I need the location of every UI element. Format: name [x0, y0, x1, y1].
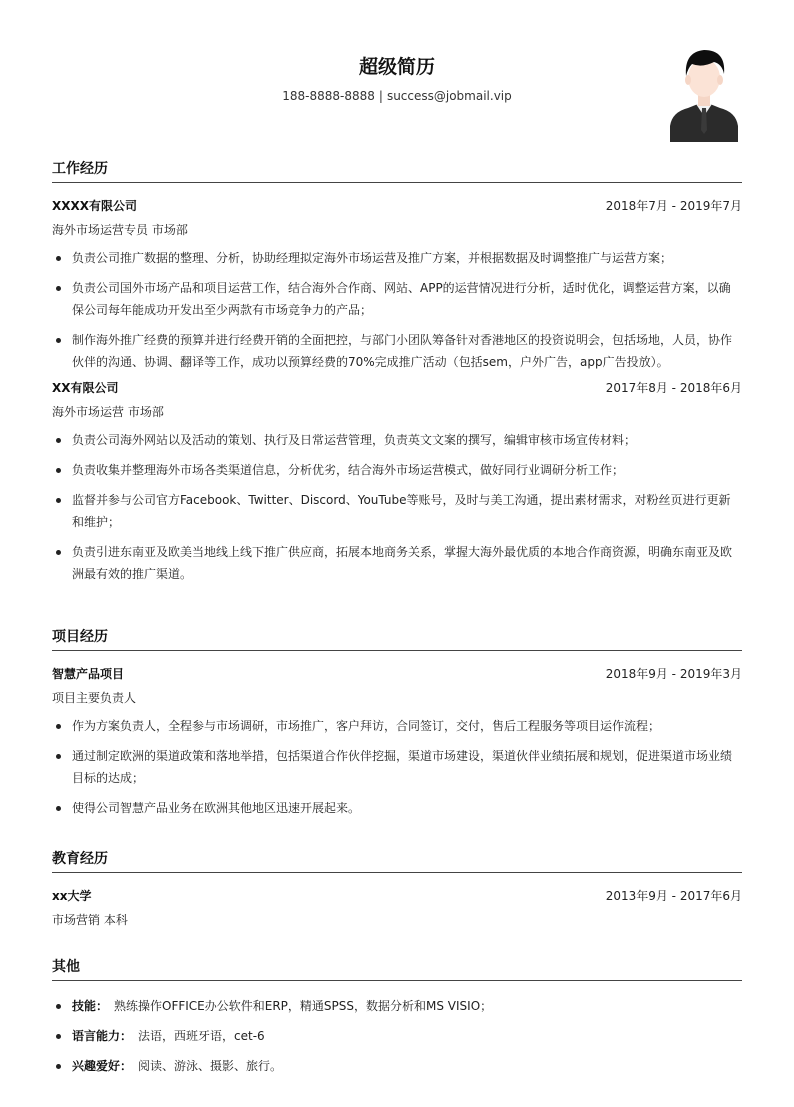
project-entry: [52, 665, 742, 819]
work-entry: [52, 197, 742, 373]
avatar-icon: [668, 46, 740, 142]
entry-date: 2018年9月 - 2019年3月: [605, 667, 742, 681]
list-item: 使得公司智慧产品业务在欧洲其他地区迅速开展起来。: [52, 797, 742, 819]
entry-date: 2017年8月 - 2018年6月: [605, 381, 742, 395]
item-label: 技能：: [72, 999, 109, 1013]
work-section: [52, 158, 742, 593]
section-title: 项目经历: [52, 629, 108, 645]
resume-header: [0, 0, 794, 150]
job-role: 海外市场运营专员 市场部: [52, 223, 188, 237]
list-item: 负责收集并整理海外市场各类渠道信息，分析优劣，结合海外市场运营模式，做好同行业调研分析工作；: [52, 459, 742, 481]
section-divider: [52, 980, 742, 981]
list-item: 制作海外推广经费的预算并进行经费开销的全面把控，与部门小团队筹备针对香港地区的投资说明会，包括场地，人员，协作伙伴的沟通、协调、翻译等工作，成功以预算经费的70%完成推广活动（包括sem，户外广告，app广告投放）。: [52, 329, 742, 373]
list-item: 负责公司推广数据的整理、分析，协助经理拟定海外市场运营及推广方案，并根据数据及时调整推广与运营方案；: [52, 247, 742, 269]
list-item: 负责公司海外网站以及活动的策划、执行及日常运营管理，负责英文文案的撰写，编辑审核市场宣传材料；: [52, 429, 742, 451]
education-section: [52, 848, 742, 937]
phone-number[interactable]: 188-8888-8888: [282, 89, 375, 103]
education-entry: [52, 887, 742, 929]
list-item: 监督并参与公司官方Facebook、Twitter、Discord、YouTube等账号，及时与美工沟通，提出素材需求，对粉丝页进行更新和维护；: [52, 489, 742, 533]
project-section: [52, 626, 742, 827]
list-item: 负责引进东南亚及欧美当地线上线下推广供应商，拓展本地商务关系，掌握大海外最优质的本地合作商资源，明确东南亚及欧洲最有效的推广渠道。: [52, 541, 742, 585]
company-name: XXXX有限公司: [52, 199, 138, 213]
list-item: [52, 1055, 742, 1077]
list-item: [52, 1025, 742, 1047]
item-label: 语言能力：: [72, 1029, 133, 1043]
list-item: [52, 995, 742, 1017]
list-item: 通过制定欧洲的渠道政策和落地举措，包括渠道合作伙伴挖掘，渠道市场建设，渠道伙伴业绩拓展和规划，促进渠道市场业绩目标的达成；: [52, 745, 742, 789]
email-address[interactable]: success@jobmail.vip: [386, 89, 512, 103]
section-divider: [52, 650, 742, 651]
project-name: 智慧产品项目: [52, 667, 125, 681]
section-divider: [52, 872, 742, 873]
list-item: 作为方案负责人，全程参与市场调研，市场推广，客户拜访，合同签订，交付，售后工程服务等项目运作流程；: [52, 715, 742, 737]
entry-date: 2018年7月 - 2019年7月: [605, 199, 742, 213]
company-name: XX有限公司: [52, 381, 119, 395]
school-name: xx大学: [52, 889, 92, 903]
section-title: 工作经历: [52, 161, 108, 177]
item-text: 法语，西班牙语，cet-6: [138, 1029, 265, 1043]
entry-date: 2013年9月 - 2017年6月: [605, 889, 742, 903]
contact-separator: |: [378, 89, 383, 103]
job-role: 海外市场运营 市场部: [52, 405, 164, 419]
item-label: 兴趣爱好：: [72, 1059, 133, 1073]
section-title: 其他: [52, 959, 80, 975]
project-role: 项目主要负责人: [52, 691, 137, 705]
work-entry: [52, 379, 742, 585]
item-text: 阅读、游泳、摄影、旅行。: [138, 1059, 283, 1073]
section-title: 教育经历: [52, 851, 108, 867]
item-text: 熟练操作OFFICE办公软件和ERP，精通SPSS，数据分析和MS VISIO；: [114, 999, 493, 1013]
section-divider: [52, 182, 742, 183]
resume-name: 超级简历: [358, 56, 435, 78]
other-section: [52, 956, 742, 1085]
degree-major: 市场营销 本科: [52, 913, 128, 927]
list-item: 负责公司国外市场产品和项目运营工作，结合海外合作商、网站、APP的运营情况进行分析，适时优化，调整运营方案，以确保公司每年能成功开发出至少两款有市场竞争力的产品；: [52, 277, 742, 321]
